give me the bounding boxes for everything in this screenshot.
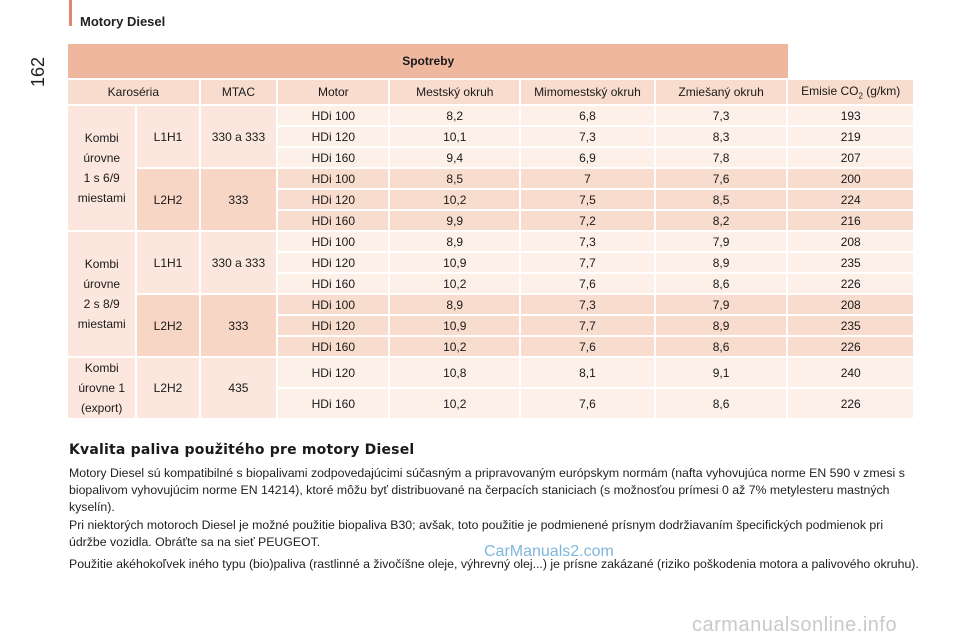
table-body: [68, 106, 915, 420]
body-type-line: úrovne 1: [78, 381, 126, 395]
section-title: Motory Diesel: [80, 14, 166, 29]
mtac-cell: 435: [201, 358, 279, 420]
combined-cell: 7,9: [656, 232, 789, 253]
body-type-line: 2 s 8/9: [83, 297, 120, 311]
paragraph-2: Pri niektorých motoroch Diesel je možné použitie biopaliva B30; avšak, toto použitie je podmienené prísnym dodržiavaním špecifických podmienok pri údržbe vozidla. Obráťte sa na sieť PEUGEOT.: [69, 518, 884, 549]
extra-urban-cell: 6,9: [521, 148, 656, 169]
extra-urban-cell: 7,6: [521, 337, 656, 358]
engine-cell: HDi 120: [278, 316, 390, 337]
engine-cell: HDi 100: [278, 106, 390, 127]
combined-cell: 9,1: [656, 358, 789, 389]
engine-cell: HDi 120: [278, 190, 390, 211]
engine-cell: HDi 160: [278, 337, 390, 358]
combined-cell: 8,3: [656, 127, 789, 148]
co2-subscript: 2: [858, 91, 863, 101]
extra-urban-cell: 7,7: [521, 316, 656, 337]
combined-cell: 8,9: [656, 253, 789, 274]
co2-cell: 208: [788, 232, 915, 253]
urban-cell: 10,2: [390, 190, 521, 211]
size-cell: L2H2: [137, 358, 200, 420]
urban-cell: 10,2: [390, 274, 521, 295]
extra-urban-cell: 7,2: [521, 211, 656, 232]
combined-cell: 8,5: [656, 190, 789, 211]
co2-suffix: (g/km): [862, 83, 901, 98]
col-header-mtac: MTAC: [201, 80, 279, 106]
extra-urban-cell: 7,6: [521, 274, 656, 295]
urban-cell: 10,9: [390, 316, 521, 337]
urban-cell: 10,1: [390, 127, 521, 148]
table-header-row: [68, 80, 915, 106]
section-marker-bar: [69, 0, 72, 26]
body-type-line: (export): [81, 401, 123, 415]
table-row: [68, 358, 915, 389]
mtac-cell: 330 a 333: [201, 106, 279, 169]
co2-prefix: Emisie CO: [801, 83, 859, 98]
body-type-line: miestami: [77, 191, 126, 205]
engine-cell: HDi 160: [278, 274, 390, 295]
combined-cell: 7,8: [656, 148, 789, 169]
co2-cell: 226: [788, 337, 915, 358]
consumption-table: [68, 44, 915, 420]
extra-urban-cell: 7,3: [521, 232, 656, 253]
body-type-line: Kombi: [84, 257, 119, 271]
size-cell: L2H2: [137, 295, 200, 358]
body-type-cell: [68, 232, 137, 358]
co2-cell: 219: [788, 127, 915, 148]
co2-cell: 207: [788, 148, 915, 169]
urban-cell: 10,2: [390, 337, 521, 358]
engine-cell: HDi 160: [278, 389, 390, 420]
co2-cell: 224: [788, 190, 915, 211]
extra-urban-cell: 8,1: [521, 358, 656, 389]
combined-cell: 8,6: [656, 274, 789, 295]
engine-cell: HDi 120: [278, 127, 390, 148]
extra-urban-cell: 7,6: [521, 389, 656, 420]
body-type-line: úrovne: [83, 277, 121, 291]
page-number: 162: [27, 56, 48, 88]
table-row: [68, 169, 915, 190]
watermark-carmanualsonline: carmanualsonline.info: [692, 614, 898, 636]
paragraph-1: Motory Diesel sú kompatibilné s biopalivami zodpovedajúcimi súčasným a pripravovaným európskym normám (nafta vyhovujúca norme EN 590 v zmesi s biopalivom vyhovujúcim norme EN 14214), ktoré môžu byť distribuované na čerpacích staniciach (s možnosťou prímesi 0 až 7% metylesteru mastných kyselín).: [69, 466, 905, 514]
co2-cell: 193: [788, 106, 915, 127]
body-type-line: úrovne: [83, 151, 121, 165]
extra-urban-cell: 7: [521, 169, 656, 190]
urban-cell: 8,5: [390, 169, 521, 190]
extra-urban-cell: 7,3: [521, 295, 656, 316]
table-caption: Spotreby: [68, 44, 788, 80]
engine-cell: HDi 120: [278, 358, 390, 389]
mtac-cell: 333: [201, 169, 279, 232]
urban-cell: 8,9: [390, 295, 521, 316]
co2-cell: 235: [788, 253, 915, 274]
engine-cell: HDi 120: [278, 253, 390, 274]
urban-cell: 9,9: [390, 211, 521, 232]
extra-urban-cell: 7,3: [521, 127, 656, 148]
paragraph-3: Použitie akéhokoľvek iného typu (bio)paliva (rastlinné a živočíšne oleje, výhrevný olej...) je prísne zakázané (riziko poškodenia motora a palivového okruhu).: [69, 557, 919, 571]
size-cell: L2H2: [137, 169, 200, 232]
urban-cell: 8,9: [390, 232, 521, 253]
table-row: [68, 295, 915, 316]
col-header-combined: Zmiešaný okruh: [656, 80, 789, 106]
watermark-carmanuals2: CarManuals2.com: [484, 543, 614, 560]
co2-cell: 235: [788, 316, 915, 337]
size-cell: L1H1: [137, 106, 200, 169]
extra-urban-cell: 6,8: [521, 106, 656, 127]
urban-cell: 8,2: [390, 106, 521, 127]
engine-cell: HDi 100: [278, 232, 390, 253]
size-cell: L1H1: [137, 232, 200, 295]
co2-cell: 226: [788, 389, 915, 420]
engine-cell: HDi 100: [278, 169, 390, 190]
combined-cell: 8,2: [656, 211, 789, 232]
body-type-line: miestami: [77, 317, 126, 331]
combined-cell: 7,6: [656, 169, 789, 190]
urban-cell: 10,9: [390, 253, 521, 274]
col-header-co2: [788, 80, 915, 106]
co2-cell: 200: [788, 169, 915, 190]
combined-cell: 7,9: [656, 295, 789, 316]
urban-cell: 10,2: [390, 389, 521, 420]
body-type-cell: [68, 106, 137, 232]
table-row: [68, 106, 915, 127]
engine-cell: HDi 160: [278, 211, 390, 232]
extra-urban-cell: 7,5: [521, 190, 656, 211]
engine-cell: HDi 160: [278, 148, 390, 169]
body-type-line: 1 s 6/9: [83, 171, 120, 185]
col-header-extra-urban: Mimomestský okruh: [521, 80, 656, 106]
table-row: [68, 232, 915, 253]
combined-cell: 8,9: [656, 316, 789, 337]
co2-cell: 226: [788, 274, 915, 295]
engine-cell: HDi 100: [278, 295, 390, 316]
urban-cell: 9,4: [390, 148, 521, 169]
col-header-urban: Mestský okruh: [390, 80, 521, 106]
co2-cell: 240: [788, 358, 915, 389]
body-type-line: Kombi: [84, 361, 119, 375]
extra-urban-cell: 7,7: [521, 253, 656, 274]
body-type-cell: [68, 358, 137, 420]
combined-cell: 8,6: [656, 337, 789, 358]
combined-cell: 7,3: [656, 106, 789, 127]
body-type-line: Kombi: [84, 131, 119, 145]
col-header-engine: Motor: [278, 80, 390, 106]
mtac-cell: 333: [201, 295, 279, 358]
combined-cell: 8,6: [656, 389, 789, 420]
fuel-quality-heading: Kvalita paliva použitého pre motory Diesel: [69, 442, 415, 458]
co2-cell: 216: [788, 211, 915, 232]
col-header-body: Karoséria: [68, 80, 201, 106]
urban-cell: 10,8: [390, 358, 521, 389]
consumption-table-wrapper: [68, 44, 915, 420]
co2-cell: 208: [788, 295, 915, 316]
mtac-cell: 330 a 333: [201, 232, 279, 295]
